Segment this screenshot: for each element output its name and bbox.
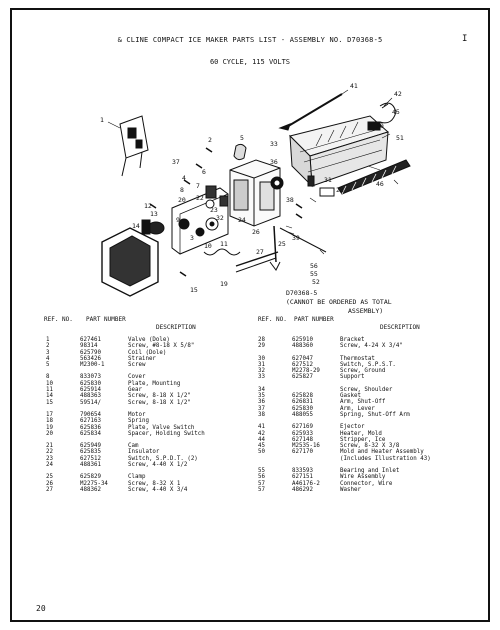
part-number-cell: 627512 (292, 361, 313, 368)
ref-no-cell: 35 (258, 393, 265, 400)
part-number-cell: 627169 (292, 424, 313, 431)
ref-no-cell: 37 (258, 405, 265, 412)
part-number-cell: M2535-16 (292, 443, 320, 450)
ref-no-cell: 21 (46, 443, 53, 450)
description-cell: Screw, 4-40 X 3/4 (128, 486, 188, 493)
part-number-cell: 833593 (292, 468, 313, 475)
ref-no-cell: 38 (258, 411, 265, 418)
part-number-cell: 488361 (80, 462, 101, 469)
svg-text:14: 14 (132, 222, 140, 230)
part-number-cell: 625830 (292, 405, 313, 412)
svg-text:28: 28 (336, 186, 344, 194)
svg-text:1: 1 (100, 116, 104, 124)
description-cell: Mold and Heater Assembly (340, 449, 424, 456)
ref-no-cell: 1 (46, 337, 50, 343)
corner-mark: I (462, 34, 468, 44)
ref-no-cell: 56 (258, 474, 265, 481)
svg-text:15: 15 (190, 286, 198, 294)
svg-text:23: 23 (210, 206, 218, 214)
description-cell: Screw, 8-18 X 1/2" (128, 399, 191, 406)
page-subtitle: 60 CYCLE, 115 VOLTS (209, 58, 291, 66)
description-cell: Screw, 4-24 X 3/4" (340, 343, 403, 350)
ref-no-cell: 28 (258, 337, 265, 343)
part-number-cell: 625914 (80, 387, 101, 394)
page-number: 20 (36, 604, 46, 613)
svg-text:24: 24 (238, 216, 246, 224)
assembly-number: D70368-5 (286, 289, 318, 297)
table-row (44, 487, 207, 493)
description-cell: Screw, 8-32 X 3/8 (340, 443, 400, 450)
description-cell: Coil (Dole) (128, 349, 167, 356)
svg-text:30: 30 (376, 122, 384, 130)
part-number-cell: M2300-1 (80, 362, 105, 369)
description-cell: Motor (128, 411, 146, 418)
svg-text:36: 36 (270, 158, 278, 166)
description-cell: Gasket (340, 393, 361, 400)
part-number-cell: 98314 (80, 343, 98, 350)
svg-text:22: 22 (196, 194, 204, 202)
part-number-cell: 563426 (80, 355, 101, 362)
left-parts-table (44, 337, 207, 493)
part-number-cell: A46176-2 (292, 480, 320, 487)
part-number-cell: 833073 (80, 374, 101, 381)
description-cell: Gear (128, 387, 142, 394)
description-cell: Bracket (340, 337, 365, 343)
part-number-cell: 626831 (292, 399, 313, 406)
description-cell: Support (340, 374, 365, 381)
description-cell: Stripper, Ice (340, 436, 386, 443)
ref-no-cell: 57 (258, 486, 265, 493)
ref-no-cell: 42 (258, 430, 265, 437)
svg-text:26: 26 (252, 228, 260, 236)
description-cell: Spacer, Holding Switch (128, 430, 205, 437)
ref-no-cell: 20 (46, 430, 53, 437)
description-cell: Screw (128, 362, 146, 369)
part-number-cell: 625790 (80, 349, 101, 356)
svg-text:8: 8 (180, 186, 184, 194)
right-col-ref-header: REF. NO. (258, 316, 287, 323)
svg-text:32: 32 (216, 214, 224, 222)
part-number-cell: 627461 (80, 337, 101, 343)
ref-no-cell: 19 (46, 424, 53, 431)
part-number-cell: 625829 (80, 474, 101, 481)
part-number-cell: M2275-34 (80, 480, 108, 487)
ref-no-cell: 4 (46, 355, 50, 362)
assembly-note (286, 289, 392, 316)
description-cell: Switch, S.P.D.T. (2) (128, 455, 198, 462)
description-cell: Insulator (128, 449, 160, 456)
assembly-note-line2: ASSEMBLY) (348, 307, 384, 315)
part-number-cell: 625933 (292, 430, 313, 437)
description-cell: Thermostat (340, 355, 375, 362)
description-cell: Spring, Shut-Off Arm (340, 411, 410, 418)
ref-no-cell: 5 (46, 362, 50, 369)
svg-text:55: 55 (310, 270, 318, 278)
svg-text:3: 3 (190, 234, 194, 242)
part-number-cell: 488360 (292, 343, 313, 350)
svg-text:56: 56 (310, 262, 318, 270)
svg-text:13: 13 (150, 210, 158, 218)
description-cell: Wire Assembly (340, 474, 386, 481)
svg-text:12: 12 (144, 202, 152, 210)
svg-text:38: 38 (286, 196, 294, 204)
description-cell: Screw, 8-32 X 1 (128, 480, 181, 487)
part-number-cell: 625836 (80, 424, 101, 431)
description-cell: Cam (128, 443, 139, 450)
ref-no-cell: 14 (46, 393, 53, 400)
svg-text:25: 25 (278, 240, 286, 248)
svg-text:52: 52 (312, 278, 320, 286)
description-cell: Washer (340, 486, 361, 493)
exploded-parts-diagram (80, 76, 430, 304)
description-cell: Plate, Mounting (128, 380, 181, 387)
description-cell: Cover (128, 374, 146, 381)
svg-text:39: 39 (292, 234, 300, 242)
part-number-cell: 627148 (292, 436, 313, 443)
part-number-cell: 486292 (292, 486, 313, 493)
svg-text:33: 33 (270, 140, 278, 148)
svg-text:4: 4 (182, 174, 186, 182)
ref-no-cell: 18 (46, 418, 53, 425)
description-cell: Screw, 8-18 X 1/2" (128, 393, 191, 400)
ref-no-cell: 36 (258, 399, 265, 406)
ref-no-cell: 26 (46, 480, 53, 487)
description-cell: Screw, 4-40 X 1/2 (128, 462, 188, 469)
part-number-cell: 627151 (292, 474, 313, 481)
svg-text:11: 11 (220, 240, 228, 248)
svg-text:51: 51 (396, 134, 404, 142)
right-parts-table (256, 337, 433, 493)
svg-text:19: 19 (220, 280, 228, 288)
part-number-cell: 59514/ (80, 399, 101, 406)
description-cell: Screw, #8-18 X 5/8" (128, 343, 195, 350)
left-col-part-header: PART NUMBER (86, 316, 126, 323)
svg-text:5: 5 (240, 134, 244, 142)
ref-no-cell: 22 (46, 449, 53, 456)
ref-no-cell: 23 (46, 455, 53, 462)
ref-no-cell: 50 (258, 449, 265, 456)
description-cell: Clamp (128, 474, 146, 481)
ref-no-cell: 10 (46, 380, 53, 387)
description-cell: Arm, Lever (340, 405, 375, 412)
part-number-cell: 625828 (292, 393, 313, 400)
right-col-part-header: PART NUMBER (294, 316, 334, 323)
svg-text:7: 7 (196, 182, 200, 190)
ref-no-cell: 17 (46, 411, 53, 418)
ref-no-cell: 32 (258, 368, 265, 375)
part-number-cell: 625835 (80, 449, 101, 456)
ref-no-cell: 30 (258, 355, 265, 362)
part-number-cell: 625830 (80, 380, 101, 387)
description-cell: Connector, Wire (340, 480, 393, 487)
table-row (256, 487, 433, 493)
description-cell: (Includes Illustration 43) (340, 455, 431, 462)
description-cell: Heater, Mold (340, 430, 382, 437)
svg-text:9: 9 (176, 216, 180, 224)
svg-text:45: 45 (392, 108, 400, 116)
part-number-cell: 627170 (292, 449, 313, 456)
ref-no-cell: 55 (258, 468, 265, 475)
description-cell: Screw, Ground (340, 368, 386, 375)
page-title: & CLINE COMPACT ICE MAKER PARTS LIST - ASSEMBLY NO. D70368-5 (117, 36, 383, 44)
description-cell: Strainer (128, 355, 156, 362)
svg-text:6: 6 (202, 168, 206, 176)
part-number-cell: 627512 (80, 455, 101, 462)
description-cell: Screw, Shoulder (340, 386, 393, 393)
left-col-desc-header: DESCRIPTION (156, 324, 196, 331)
svg-text:10: 10 (204, 242, 212, 250)
ref-no-cell: 44 (258, 436, 265, 443)
part-number-cell: 627047 (292, 355, 313, 362)
ref-no-cell: 11 (46, 387, 53, 394)
part-number-cell: 488363 (80, 393, 101, 400)
ref-no-cell: 33 (258, 374, 265, 381)
description-cell: Valve (Dole) (128, 337, 170, 343)
part-number-cell: 488055 (292, 411, 313, 418)
ref-no-cell: 31 (258, 361, 265, 368)
ref-no-cell: 8 (46, 374, 50, 381)
svg-text:27: 27 (256, 248, 264, 256)
part-number-cell: 625827 (292, 374, 313, 381)
part-number-cell: 625910 (292, 337, 313, 343)
left-col-ref-header: REF. NO. (44, 316, 73, 323)
part-number-cell: 627163 (80, 418, 101, 425)
description-cell: Bearing and Inlet (340, 468, 400, 475)
right-col-desc-header: DESCRIPTION (380, 324, 420, 331)
svg-text:31: 31 (324, 176, 332, 184)
part-number-cell: 488362 (80, 486, 101, 493)
ref-no-cell: 41 (258, 424, 265, 431)
svg-text:41: 41 (350, 82, 358, 90)
description-cell: Ejector (340, 424, 365, 431)
ref-no-cell: 45 (258, 443, 265, 450)
ref-no-cell: 2 (46, 343, 50, 350)
ref-no-cell: 27 (46, 486, 53, 493)
ref-no-cell: 57 (258, 480, 265, 487)
ref-no-cell: 25 (46, 474, 53, 481)
description-cell: Plate, Valve Switch (128, 424, 195, 431)
ref-no-cell: 3 (46, 349, 50, 356)
svg-text:37: 37 (172, 158, 180, 166)
ref-no-cell: 15 (46, 399, 53, 406)
ref-no-cell: 29 (258, 343, 265, 350)
description-cell: Spring (128, 418, 149, 425)
part-number-cell: M2278-29 (292, 368, 320, 375)
part-number-cell: 625834 (80, 430, 101, 437)
part-number-cell: 790654 (80, 411, 101, 418)
assembly-note-line1: (CANNOT BE ORDERED AS TOTAL (286, 298, 392, 306)
description-cell: Switch, S.P.S.T. (340, 361, 396, 368)
ref-no-cell: 34 (258, 386, 265, 393)
ref-no-cell: 24 (46, 462, 53, 469)
part-number-cell: 625949 (80, 443, 101, 450)
description-cell: Arm, Shut-Off (340, 399, 386, 406)
svg-text:20: 20 (178, 196, 186, 204)
svg-text:42: 42 (394, 90, 402, 98)
svg-text:2: 2 (208, 136, 212, 144)
svg-text:46: 46 (376, 180, 384, 188)
